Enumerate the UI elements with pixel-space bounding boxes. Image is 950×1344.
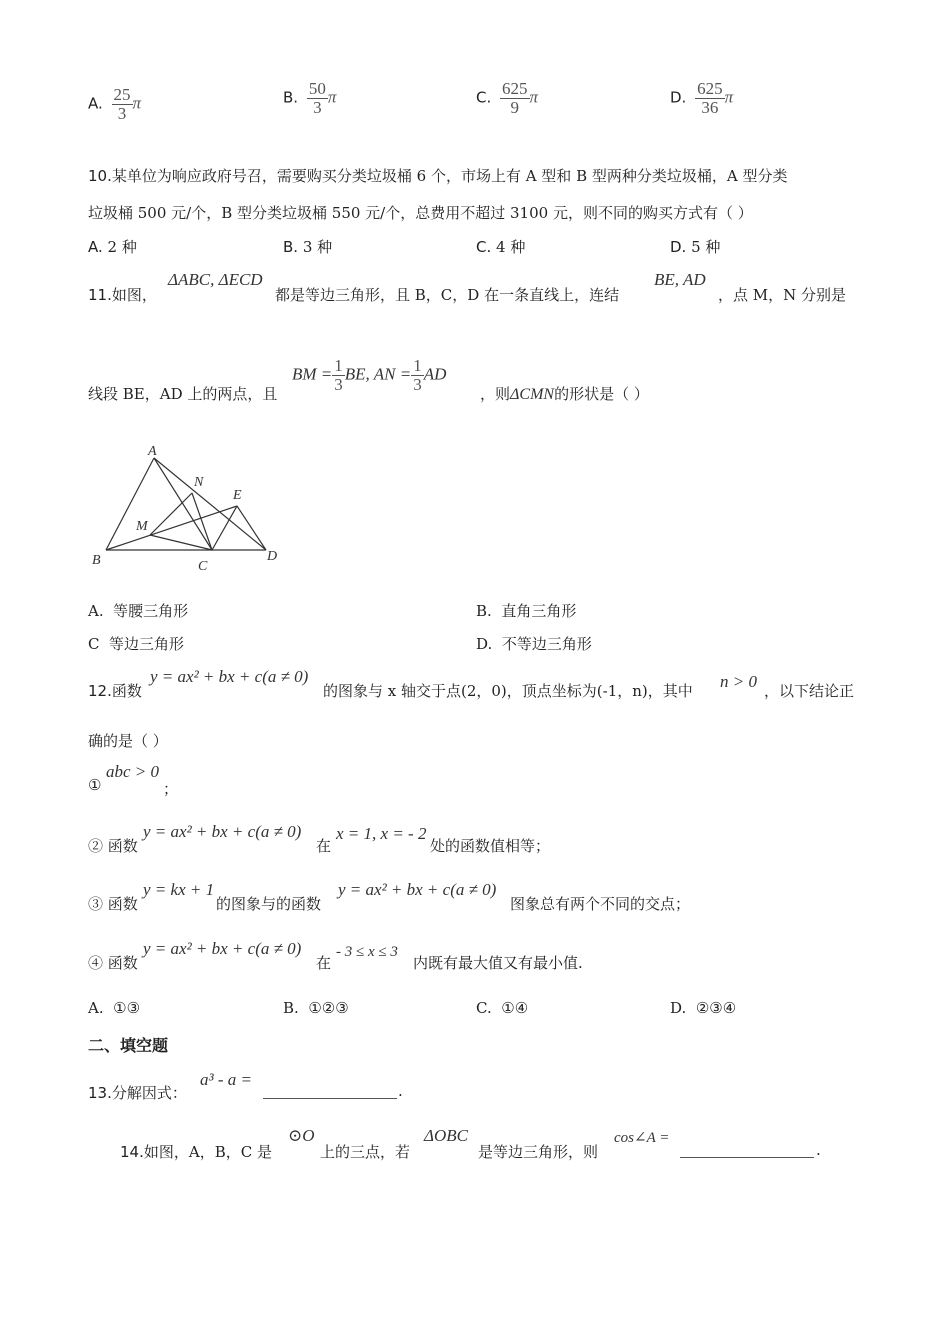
q13-period: .	[398, 1082, 403, 1100]
q11-option-a: A. 等腰三角形	[88, 602, 189, 620]
q12-statement-4-in: 在	[316, 954, 332, 972]
fraction: $\frac{625}{9}$	[502, 79, 528, 117]
q9-option-a	[88, 86, 141, 123]
q12-statement-2-end: 处的函数值相等；	[430, 837, 551, 855]
q12-line-2: 确的是（ ）	[88, 732, 168, 750]
one-third-fraction: $\frac{1}{3}$	[334, 356, 343, 394]
q13-line: 13.分解因式：	[88, 1084, 187, 1102]
segment-ad	[154, 458, 266, 550]
fraction: $\frac{50}{3}$	[308, 79, 326, 117]
q14-answer-blank[interactable]	[680, 1142, 814, 1158]
q12-option-a: A. ①③	[88, 999, 141, 1017]
q12-option-d: D. ②③④	[670, 999, 737, 1017]
q11-triangle-figure	[86, 440, 286, 575]
q12-statement-3-mid: 的图象与的函数	[216, 895, 322, 913]
q11-option-d: D. 不等边三角形	[476, 635, 592, 653]
q12-statement-4-function: y = ax² + bx + c(a ≠ 0)	[143, 939, 302, 958]
fraction: $\frac{25}{3}$	[113, 85, 131, 123]
one-third-fraction: $\frac{1}{3}$	[413, 356, 422, 394]
q12-statement-3-function: y = ax² + bx + c(a ≠ 0)	[338, 880, 497, 899]
question-number: 12.	[88, 682, 112, 700]
q11-triangles-math: ΔABC, ΔECD	[168, 270, 263, 289]
segment-ed	[237, 506, 266, 550]
q10-option-c: C. 4 种	[476, 238, 526, 256]
q12-statement-2-mark: ② 函数	[88, 837, 138, 855]
q13-answer-blank[interactable]	[263, 1082, 397, 1099]
label-m: M	[136, 519, 148, 534]
q9-option-b	[283, 80, 336, 117]
q11-line-2-start: 线段 BE，AD 上的两点，且	[88, 385, 278, 403]
label-n: N	[194, 475, 204, 490]
q10-line-2: 垃圾桶 500 元/个，B 型分类垃圾桶 550 元/个，总费用不超过 3100 元，则不同的购买方式有（ ）	[88, 204, 753, 222]
q12-statement-2-in: 在	[316, 837, 332, 855]
pi-symbol: π	[132, 93, 142, 113]
fraction: $\frac{625}{36}$	[697, 79, 723, 117]
q13-expression: a³ - a =	[200, 1070, 252, 1089]
segment-cm	[150, 535, 212, 550]
q10-option-a: A. 2 种	[88, 238, 137, 256]
q12-function-math: y = ax² + bx + c(a ≠ 0)	[150, 667, 309, 686]
q12-statement-4-end: 内既有最大值又有最小值.	[413, 954, 583, 972]
segment-ac	[154, 458, 212, 550]
q14-triangle-math: ΔOBC	[424, 1126, 468, 1145]
q11-option-b: B. 直角三角形	[476, 602, 577, 620]
q12-statement-4-mark: ④ 函数	[88, 954, 138, 972]
q11-line-1-end: ，点 M，N 分别是	[718, 286, 847, 304]
q9-option-d	[670, 80, 733, 117]
q11-segments-math: BE, AD	[654, 270, 706, 289]
option-label: A.	[88, 94, 103, 113]
q12-statement-1-mark: ①	[88, 776, 102, 794]
q12-statement-2-x: x = 1, x = - 2	[336, 824, 427, 843]
label-c: C	[198, 559, 208, 574]
q10-option-d: D. 5 种	[670, 238, 721, 256]
pi-symbol: π	[529, 87, 539, 107]
label-e: E	[233, 488, 242, 503]
q14-line-post: 是等边三角形，则	[478, 1143, 599, 1161]
q11-line-1: 11.如图，	[88, 286, 157, 304]
option-label: C.	[476, 88, 492, 107]
q14-line-mid: 上的三点，若	[320, 1143, 411, 1161]
q12-statement-4-range: - 3 ≤ x ≤ 3	[336, 944, 398, 960]
question-number: 10.	[88, 167, 112, 185]
q11-line-1-mid: 都是等边三角形，且 B，C，D 在一条直线上，连结	[275, 286, 620, 304]
question-number: 11.	[88, 286, 112, 304]
q12-option-b: B. ①②③	[283, 999, 349, 1017]
q12-statement-3-line: y = kx + 1	[143, 880, 215, 899]
question-number: 14.	[120, 1143, 144, 1161]
q12-statement-3-mark: ③ 函数	[88, 895, 138, 913]
q12-statement-1-math: abc > 0	[106, 762, 160, 781]
pi-symbol: π	[327, 87, 337, 107]
q11-condition-math: BM = $\frac{1}{3}$ BE, AN = $\frac{1}{3}$ AD	[292, 356, 447, 394]
q14-period: .	[816, 1141, 821, 1159]
q11-option-c: C 等边三角形	[88, 635, 185, 653]
q10-option-b: B. 3 种	[283, 238, 333, 256]
q14-line-start: 14.如图，A，B，C 是	[120, 1143, 272, 1161]
q9-option-c	[476, 80, 538, 117]
q12-statement-2-function: y = ax² + bx + c(a ≠ 0)	[143, 822, 302, 841]
q12-line-1-mid: 的图象与 x 轴交于点(2，0)，顶点坐标为(-1，n)，其中	[323, 682, 693, 700]
label-d: D	[267, 549, 278, 564]
q12-line-1: 12.函数	[88, 682, 142, 700]
q14-circle-math: ⊙O	[288, 1126, 315, 1145]
label-b: B	[92, 553, 101, 568]
q12-statement-1-end: ；	[163, 780, 179, 798]
q12-condition-math: n > 0	[720, 672, 757, 691]
pi-symbol: π	[724, 87, 734, 107]
q12-option-c: C. ①④	[476, 999, 529, 1017]
q12-statement-3-end: 图象总有两个不同的交点；	[510, 895, 691, 913]
label-a: A	[148, 444, 157, 459]
option-label: B.	[283, 88, 299, 107]
segment-cn	[192, 493, 212, 550]
question-number: 13.	[88, 1084, 112, 1102]
q11-line-2-end: ，则ΔCMN的形状是（ ）	[480, 385, 649, 403]
q14-expression: cos∠A =	[614, 1130, 670, 1146]
q10-line-1: 10.某单位为响应政府号召，需要购买分类垃圾桶 6 个，市场上有 A 型和 B 型两种分类垃圾桶，A 型分类	[88, 167, 788, 185]
section-heading: 二、填空题	[88, 1036, 169, 1055]
option-label: D.	[670, 88, 687, 107]
q12-line-1-end: ，以下结论正	[764, 682, 855, 700]
